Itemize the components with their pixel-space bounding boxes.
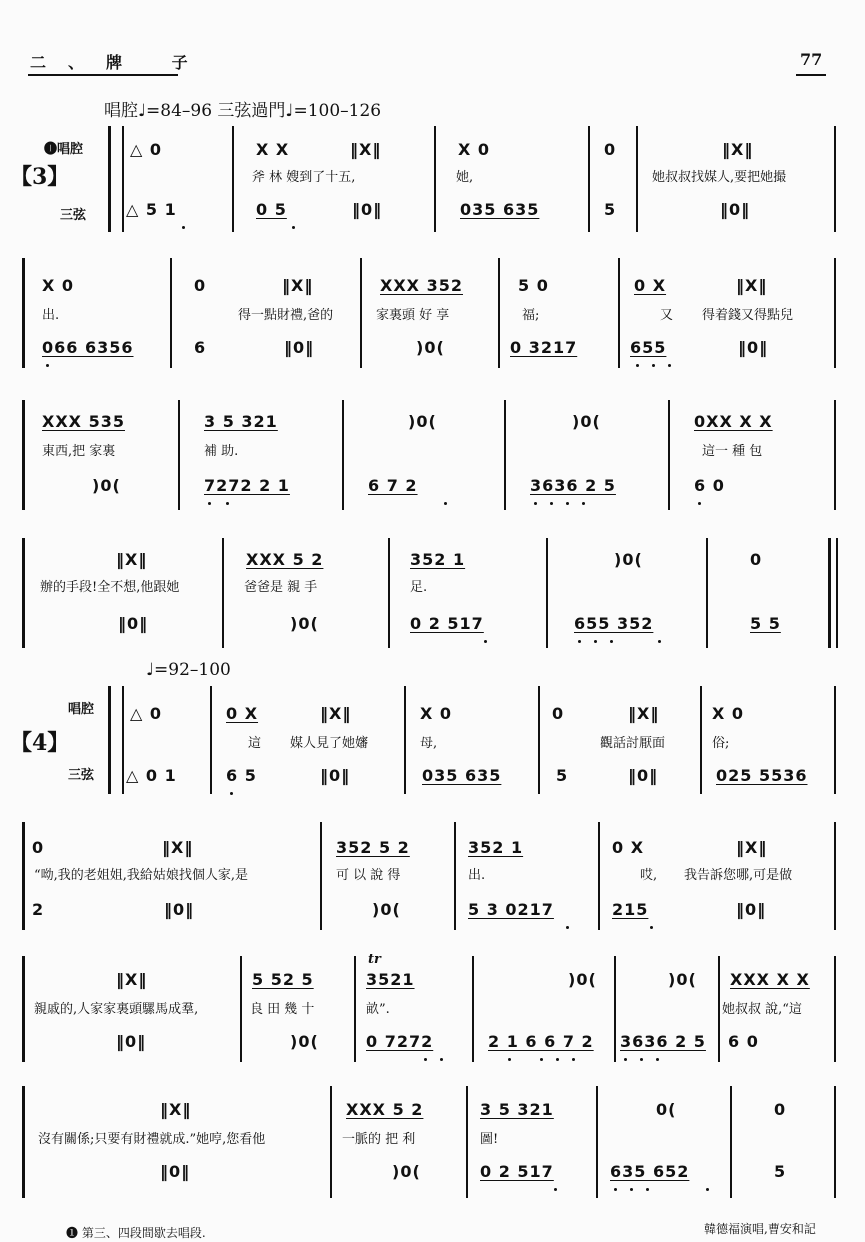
octave-dot	[444, 502, 447, 505]
octave-dot	[572, 1058, 575, 1061]
sanxian-note: 2 1 6 6 7 2	[488, 1032, 594, 1051]
footnote: ❶ 第三、四段間歇去唱段.	[66, 1226, 206, 1240]
system-bracket	[22, 956, 25, 1062]
system-bracket	[22, 538, 25, 648]
section-number-4: 【4】	[10, 730, 70, 756]
octave-dot	[292, 226, 295, 229]
vocal-note: ‖X‖	[722, 140, 754, 159]
vocal-note: 0	[750, 550, 763, 569]
lyric: 爸爸是 親 手	[244, 580, 318, 595]
octave-dot	[614, 1188, 617, 1191]
lyric: 母,	[420, 736, 438, 751]
header-rule-right	[796, 74, 826, 76]
barline	[472, 956, 474, 1062]
barline	[834, 822, 836, 930]
vocal-note: 0XX X X	[694, 412, 773, 431]
vocal-note: )0(	[614, 550, 643, 569]
barline	[538, 686, 540, 794]
barline	[598, 822, 600, 930]
octave-dot	[610, 640, 613, 643]
sanxian-part-label: 三弦	[60, 208, 87, 223]
tempo-marking-1: 唱腔♩=84–96 三弦過門♩=100–126	[104, 101, 382, 121]
barline	[834, 686, 836, 794]
octave-dot	[550, 502, 553, 505]
octave-dot	[230, 792, 233, 795]
barline	[504, 400, 506, 510]
trill-mark: tr	[368, 952, 381, 967]
octave-dot	[652, 364, 655, 367]
octave-dot	[650, 926, 653, 929]
sanxian-note: 215	[612, 900, 649, 919]
lyric: “呦,我的老姐姐,我給姑娘找個人家,是	[34, 868, 249, 883]
vocal-note: ‖X‖	[282, 276, 314, 295]
sanxian-note: ‖0‖	[116, 1032, 147, 1051]
barline	[546, 538, 548, 648]
lyric: 出.	[468, 868, 486, 883]
octave-dot	[566, 502, 569, 505]
sanxian-note: ‖0‖	[738, 338, 769, 357]
vocal-part-label: 唱腔	[68, 702, 95, 717]
sanxian-note: ‖0‖	[720, 200, 751, 219]
lyric: 足.	[410, 580, 428, 595]
vocal-note: 352 1	[468, 838, 524, 857]
sanxian-note: 2	[32, 900, 45, 919]
vocal-note: ‖X‖	[628, 704, 660, 723]
vocal-note: 5 0	[518, 276, 549, 295]
vocal-note: X X	[256, 140, 290, 159]
sanxian-note: )0(	[290, 1032, 319, 1051]
vocal-note: △ 0	[130, 140, 163, 159]
vocal-note: ‖X‖	[162, 838, 194, 857]
sanxian-note: )0(	[290, 614, 319, 633]
chapter-title: 二、牌 子	[30, 53, 210, 72]
barline	[404, 686, 406, 794]
octave-dot	[46, 364, 49, 367]
vocal-note: 0	[552, 704, 565, 723]
barline	[122, 126, 124, 232]
sanxian-note: 0 2 517	[480, 1162, 554, 1181]
barline	[122, 686, 124, 794]
vocal-note: XXX 535	[42, 412, 125, 431]
vocal-note: ‖X‖	[160, 1100, 192, 1119]
vocal-note: 0	[774, 1100, 787, 1119]
sanxian-note: 3636 2 5	[530, 476, 616, 495]
sanxian-note: 035 635	[422, 766, 502, 785]
barline	[614, 956, 616, 1062]
lyric: 得着錢又得點兒	[702, 308, 794, 323]
vocal-note: 0 X	[634, 276, 667, 295]
lyric: 親戚的,人家家裏頭騾馬成羣,	[34, 1002, 199, 1017]
sanxian-note: 6 7 2	[368, 476, 418, 495]
sanxian-note: 5	[556, 766, 569, 785]
sanxian-note: 6 5	[226, 766, 257, 785]
octave-dot	[706, 1188, 709, 1191]
octave-dot	[566, 926, 569, 929]
vocal-note: 352 1	[410, 550, 466, 569]
sanxian-note: ‖0‖	[320, 766, 351, 785]
barline	[454, 822, 456, 930]
barline	[836, 538, 838, 648]
sanxian-note: )0(	[416, 338, 445, 357]
sanxian-note: 6 0	[694, 476, 725, 495]
barline	[388, 538, 390, 648]
octave-dot	[424, 1058, 427, 1061]
vocal-note: ‖X‖	[116, 550, 148, 569]
lyric: 又	[660, 308, 674, 323]
lyric: 福;	[522, 308, 540, 323]
vocal-note: )0(	[572, 412, 601, 431]
sanxian-note: 5	[774, 1162, 787, 1181]
lyric: 我告訴您哪,可是做	[684, 868, 793, 883]
octave-dot	[534, 502, 537, 505]
barline	[596, 1086, 598, 1198]
sanxian-note: ‖0‖	[160, 1162, 191, 1181]
vocal-note: 5 52 5	[252, 970, 314, 989]
lyric: 媒人見了她嬸	[290, 736, 369, 751]
system-bracket	[22, 258, 25, 368]
octave-dot	[484, 640, 487, 643]
sanxian-note: ‖0‖	[736, 900, 767, 919]
barline	[730, 1086, 732, 1198]
tempo-marking-2: ♩=92–100	[146, 660, 231, 680]
octave-dot	[554, 1188, 557, 1191]
sanxian-note: 6 0	[728, 1032, 759, 1051]
lyric: 出.	[42, 308, 60, 323]
sanxian-note: )0(	[92, 476, 121, 495]
lyric: 畝”.	[366, 1002, 390, 1017]
lyric: 補 助.	[204, 444, 239, 459]
barline	[210, 686, 212, 794]
barline	[360, 258, 362, 368]
performer-credit: 韓德福演唱,曹安和記	[704, 1222, 816, 1236]
barline	[232, 126, 234, 232]
lyric: 東西,把 家裏	[42, 444, 116, 459]
lyric: 觀話討厭面	[600, 736, 666, 751]
sanxian-note: ‖0‖	[164, 900, 195, 919]
sanxian-note: ‖0‖	[352, 200, 383, 219]
lyric: 辦的手段!全不想,他跟她	[40, 580, 180, 595]
lyric: 這	[248, 736, 262, 751]
system-bracket	[22, 1086, 25, 1198]
vocal-note: 3521	[366, 970, 415, 989]
octave-dot	[630, 1188, 633, 1191]
vocal-note: ‖X‖	[350, 140, 382, 159]
system-bracket	[108, 686, 111, 794]
system-bracket	[22, 822, 25, 930]
sanxian-note: 0 2 517	[410, 614, 484, 633]
sanxian-part-label: 三弦	[68, 768, 95, 783]
barline	[498, 258, 500, 368]
vocal-note: 3 5 321	[204, 412, 278, 431]
vocal-note: X 0	[42, 276, 75, 295]
vocal-note: 0	[604, 140, 617, 159]
lyric: 沒有關係;只要有財禮就成.”她哼,您看他	[38, 1132, 266, 1147]
barline	[718, 956, 720, 1062]
vocal-note: XXX 352	[380, 276, 463, 295]
barline	[834, 400, 836, 510]
vocal-note: 0(	[656, 1100, 677, 1119]
final-barline	[828, 538, 831, 648]
sanxian-note: 655	[630, 338, 667, 357]
sanxian-note: 0 7272	[366, 1032, 434, 1051]
sanxian-note: ‖0‖	[118, 614, 149, 633]
octave-dot	[226, 502, 229, 505]
lyric: 得一點財禮,爸的	[238, 308, 334, 323]
sanxian-note: 5 5	[750, 614, 781, 633]
lyric: 斧 林 嫂到了十五,	[252, 170, 356, 185]
sanxian-note: 3636 2 5	[620, 1032, 706, 1051]
system-bracket	[108, 126, 111, 232]
vocal-note: XXX X X	[730, 970, 810, 989]
barline	[834, 1086, 836, 1198]
barline	[834, 126, 836, 232]
barline	[320, 822, 322, 930]
sanxian-note: 635 652	[610, 1162, 690, 1181]
lyric: 良 田 幾 十	[250, 1002, 315, 1017]
octave-dot	[582, 502, 585, 505]
octave-dot	[556, 1058, 559, 1061]
barline	[466, 1086, 468, 1198]
lyric: 她叔叔 說,“這	[722, 1002, 802, 1017]
lyric: 俗;	[712, 736, 730, 751]
vocal-note: )0(	[408, 412, 437, 431]
vocal-note: ‖X‖	[320, 704, 352, 723]
lyric: 這一 種 包	[702, 444, 763, 459]
sanxian-note: 655 352	[574, 614, 654, 633]
vocal-note: XXX 5 2	[246, 550, 324, 569]
section-number-3: 【3】	[10, 164, 70, 190]
system-bracket	[22, 400, 25, 510]
octave-dot	[578, 640, 581, 643]
vocal-note: ‖X‖	[736, 838, 768, 857]
barline	[668, 400, 670, 510]
octave-dot	[182, 226, 185, 229]
header-rule-left	[28, 74, 178, 76]
sanxian-note: 0 5	[256, 200, 287, 219]
vocal-note: 0	[194, 276, 207, 295]
octave-dot	[640, 1058, 643, 1061]
vocal-note: X 0	[420, 704, 453, 723]
lyric: 她叔叔找媒人,要把她撮	[652, 170, 787, 185]
vocal-note: XXX 5 2	[346, 1100, 424, 1119]
barline	[170, 258, 172, 368]
sanxian-note: 066 6356	[42, 338, 134, 357]
vocal-note: ‖X‖	[116, 970, 148, 989]
page-number: 77	[800, 50, 823, 69]
barline	[354, 956, 356, 1062]
sanxian-note: ‖0‖	[284, 338, 315, 357]
vocal-part-label: ❶唱腔	[44, 142, 84, 157]
barline	[330, 1086, 332, 1198]
octave-dot	[698, 502, 701, 505]
vocal-note: )0(	[668, 970, 697, 989]
vocal-note: △ 0	[130, 704, 163, 723]
octave-dot	[658, 640, 661, 643]
lyric: 一脈的 把 利	[342, 1132, 416, 1147]
vocal-note: 0 X	[612, 838, 645, 857]
vocal-note: ‖X‖	[736, 276, 768, 295]
barline	[700, 686, 702, 794]
sanxian-note: 6	[194, 338, 207, 357]
vocal-note: 0 X	[226, 704, 259, 723]
lyric: 圖!	[480, 1132, 499, 1147]
sanxian-note: )0(	[372, 900, 401, 919]
octave-dot	[440, 1058, 443, 1061]
octave-dot	[624, 1058, 627, 1061]
sanxian-note: 025 5536	[716, 766, 808, 785]
lyric: 她,	[456, 170, 474, 185]
barline	[342, 400, 344, 510]
vocal-note: 0	[32, 838, 45, 857]
octave-dot	[668, 364, 671, 367]
sanxian-note: △ 5 1	[126, 200, 177, 219]
sanxian-note: 035 635	[460, 200, 540, 219]
barline	[588, 126, 590, 232]
octave-dot	[208, 502, 211, 505]
sanxian-note: △ 0 1	[126, 766, 177, 785]
sanxian-note: )0(	[392, 1162, 421, 1181]
vocal-note: X 0	[712, 704, 745, 723]
sanxian-note: 5 3 0217	[468, 900, 554, 919]
barline	[834, 956, 836, 1062]
barline	[636, 126, 638, 232]
octave-dot	[646, 1188, 649, 1191]
sanxian-note: ‖0‖	[628, 766, 659, 785]
lyric: 可 以 說 得	[336, 868, 401, 883]
vocal-note: )0(	[568, 970, 597, 989]
lyric: 家裏頭 好 享	[376, 308, 450, 323]
barline	[618, 258, 620, 368]
octave-dot	[594, 640, 597, 643]
sanxian-note: 5	[604, 200, 617, 219]
barline	[834, 258, 836, 368]
sanxian-note: 7272 2 1	[204, 476, 290, 495]
barline	[706, 538, 708, 648]
barline	[240, 956, 242, 1062]
barline	[434, 126, 436, 232]
octave-dot	[656, 1058, 659, 1061]
octave-dot	[636, 364, 639, 367]
vocal-note: 352 5 2	[336, 838, 410, 857]
octave-dot	[508, 1058, 511, 1061]
barline	[178, 400, 180, 510]
vocal-note: 3 5 321	[480, 1100, 554, 1119]
sanxian-note: 0 3217	[510, 338, 578, 357]
lyric: 哎,	[640, 868, 658, 883]
barline	[222, 538, 224, 648]
vocal-note: X 0	[458, 140, 491, 159]
octave-dot	[540, 1058, 543, 1061]
